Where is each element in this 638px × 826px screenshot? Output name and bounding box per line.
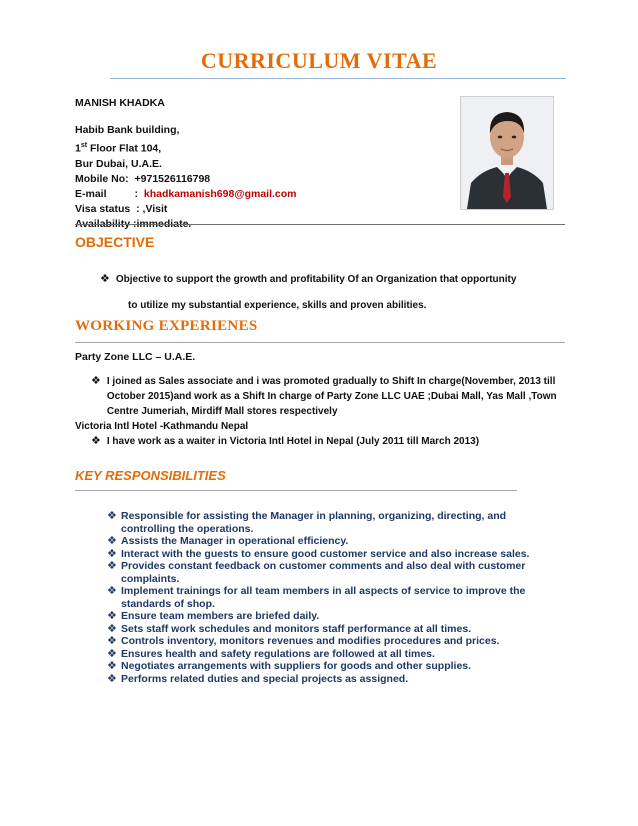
- mobile-value: +971526116798: [134, 172, 211, 185]
- email-link[interactable]: khadkamanish698@gmail.com: [143, 187, 297, 200]
- work-item-1: [91, 374, 575, 419]
- floor-number: 1: [75, 142, 81, 155]
- diamond-bullet-icon: ❖: [107, 660, 117, 672]
- list-item: ❖ Controls inventory, monitors revenues and modifies procedures and prices.: [107, 635, 500, 647]
- diamond-bullet-icon: ❖: [91, 435, 101, 447]
- contact-block: [75, 96, 455, 232]
- diamond-bullet-icon: ❖: [107, 610, 117, 622]
- list-item: ❖ Responsible for assisting the Manager in planning, organizing, directing, and controlling the operations.: [107, 510, 507, 535]
- floor-suffix: st: [80, 142, 88, 149]
- visa-value: : ,Visit: [136, 202, 168, 215]
- list-item: ❖ Negotiates arrangements with suppliers for goods and other supplies.: [107, 660, 472, 672]
- visa-line: [75, 202, 455, 217]
- work-experience: [75, 350, 575, 449]
- work-item-2: [91, 434, 575, 449]
- objective-heading: OBJECTIVE: [75, 234, 155, 250]
- address-city: Bur Dubai, U.A.E.: [75, 157, 162, 170]
- company-victoria-hotel: Victoria Intl Hotel -Kathmandu Nepal: [75, 421, 249, 432]
- responsibilities-list: [107, 510, 552, 685]
- profile-photo-image: [461, 97, 553, 209]
- mobile-line: [75, 172, 455, 187]
- diamond-bullet-icon: ❖: [100, 273, 110, 285]
- key-responsibilities-heading: KEY RESPONSIBILITIES: [75, 468, 226, 483]
- diamond-bullet-icon: ❖: [107, 635, 117, 647]
- floor-rest: Floor Flat 104,: [87, 142, 162, 155]
- mobile-label: Mobile No:: [75, 172, 129, 185]
- diamond-bullet-icon: ❖: [107, 547, 117, 560]
- objective-text: [100, 266, 570, 319]
- company-party-zone: Party Zone LLC – U.A.E.: [75, 351, 196, 363]
- diamond-bullet-icon: ❖: [107, 560, 117, 572]
- list-item: ❖ Performs related duties and special projects as assigned.: [107, 672, 409, 685]
- list-item: ❖ Implement trainings for all team members in all aspects of service to improve the standards of shop.: [107, 585, 526, 610]
- address-line-1: Habib Bank building,: [75, 124, 180, 136]
- working-divider: [75, 342, 565, 343]
- list-item: ❖ Assists the Manager in operational efficiency.: [107, 535, 349, 547]
- work-item-2-text: I have work as a waiter in Victoria Intl Hotel in Nepal (July 2011 till March 2013): [106, 436, 480, 447]
- candidate-name: MANISH KHADKA: [75, 97, 165, 109]
- objective-line-1-text: Objective to support the growth and profitability Of an Organization that opportunity: [115, 274, 517, 285]
- diamond-bullet-icon: ❖: [107, 672, 117, 685]
- page-title: CURRICULUM VITAE: [200, 48, 438, 73]
- list-item: ❖ Sets staff work schedules and monitors staff performance at all times.: [107, 622, 472, 635]
- availability-value: immediate.: [136, 217, 192, 230]
- list-item: ❖ Ensures health and safety regulations are followed at all times.: [107, 647, 435, 660]
- objective-line-1: [100, 266, 570, 293]
- email-separator: :: [134, 187, 139, 200]
- work-item-1-text: I joined as Sales associate and i was promoted gradually to Shift In charge(November, 2013 till October 2015)and work as a Shift In charge of Party Zone LLC UAE ;Dubai Mall, Yas Mall ,Town Centre Jumeriah, Mirdiff Mall stores respectively: [106, 376, 557, 417]
- diamond-bullet-icon: ❖: [107, 585, 117, 597]
- contact-divider: [75, 224, 565, 225]
- list-item: ❖ Interact with the guests to ensure good customer service and also increase sales.: [107, 547, 530, 560]
- objective-line-2: to utilize my substantial experience, skills and proven abilities.: [128, 300, 427, 311]
- list-item: ❖ Ensure team members are briefed daily.: [107, 610, 320, 622]
- profile-photo: [460, 96, 554, 210]
- diamond-bullet-icon: ❖: [107, 622, 117, 635]
- key-divider: [75, 490, 517, 491]
- visa-label: Visa status: [75, 202, 131, 215]
- list-item: ❖ Provides constant feedback on customer comments and also deal with customer complaints.: [107, 560, 526, 585]
- diamond-bullet-icon: ❖: [107, 535, 117, 547]
- diamond-bullet-icon: ❖: [91, 375, 101, 387]
- working-heading: WORKING EXPERIENES: [75, 318, 258, 334]
- availability-label: Availability :: [75, 217, 137, 230]
- email-label: E-mail: [75, 187, 107, 200]
- diamond-bullet-icon: ❖: [107, 647, 117, 660]
- address-line-2: [75, 138, 455, 157]
- title-divider: [110, 78, 566, 79]
- diamond-bullet-icon: ❖: [107, 510, 117, 522]
- email-line: [75, 187, 455, 202]
